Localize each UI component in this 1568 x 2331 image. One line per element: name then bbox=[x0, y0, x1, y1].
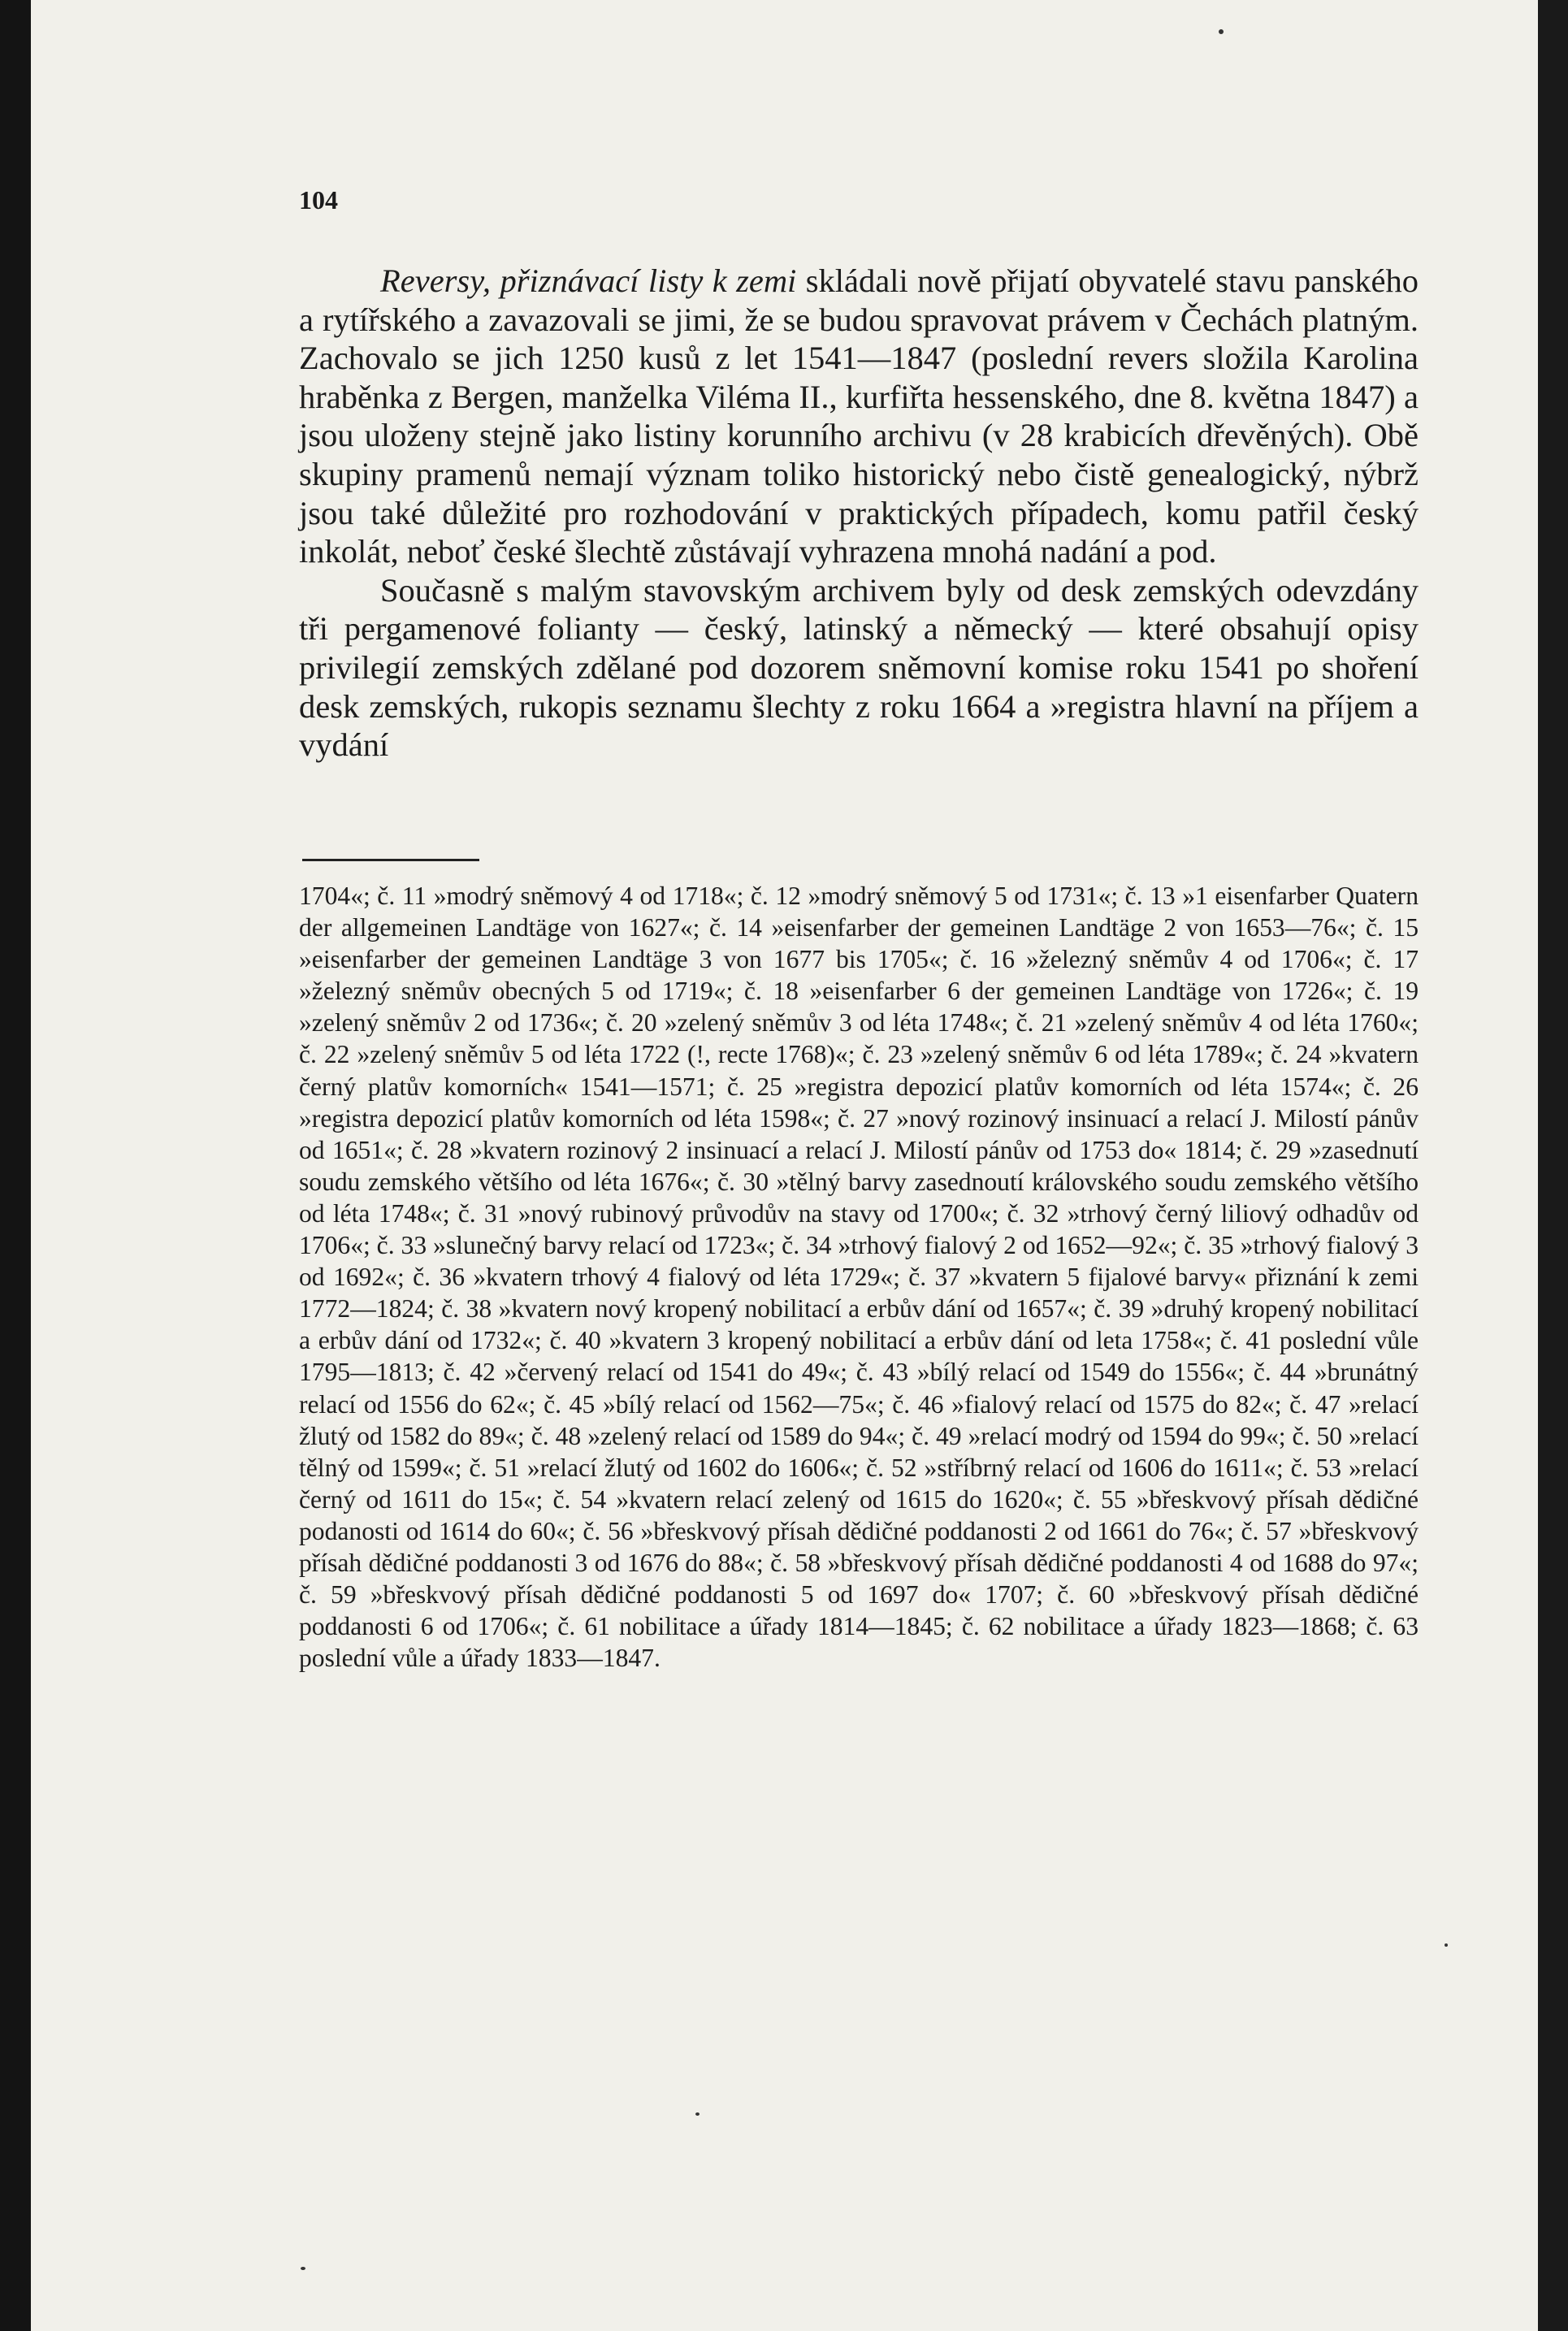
main-text bbox=[299, 262, 1419, 765]
footnote-text: 1704«; č. 11 »modrý sněmový 4 od 1718«; č. 12 »modrý sněmový 5 od 1731«; č. 13 »1 eisenfarber Quatern der allgemeinen Landtäge von 1627«; č. 14 »eisenfarber der gemeinen Landtäge 2 von 1653—76«; č. 15 »eisenfarber der gemeinen Landtäge 3 von 1677 bis 1705«; č. 16 »železný sněmův 4 od 1706«; č. 17 »železný sněmův obecných 5 od 1719«; č. 18 »eisenfarber 6 der gemeinen Landtäge von 1726«; č. 19 »zelený sněmův 2 od 1736«; č. 20 »zelený sněmův 3 od léta 1748«; č. 21 »zelený sněmův 4 od léta 1760«; č. 22 »zelený sněmův 5 od léta 1722 (!, recte 1768)«; č. 23 »zelený sněmův 6 od léta 1789«; č. 24 »kvatern černý platův komorních« 1541—1571; č. 25 »registra depozicí platův komorních od léta 1574«; č. 26 »registra depozicí platův komorních od léta 1598«; č. 27 »nový rozinový insinuací a relací J. Milostí pánův od 1651«; č. 28 »kvatern rozinový 2 insinuací a relací J. Milostí pánův od 1753 do« 1814; č. 29 »zasednutí soudu zemského většího od léta 1676«; č. 30 »tělný barvy zasednoutí královského soudu zemského většího od léta 1748«; č. 31 »nový rubinový průvodův na stavy od 1700«; č. 32 »trhový černý liliový odhadův od 1706«; č. 33 »slunečný barvy relací od 1723«; č. 34 »trhový fialový 2 od 1652—92«; č. 35 »trhový fialový 3 od 1692«; č. 36 »kvatern trhový 4 fialový od léta 1729«; č. 37 »kvatern 5 fijalové barvy« přiznání k zemi 1772—1824; č. 38 »kvatern nový kropený nobilitací a erbův dání od 1657«; č. 39 »druhý kropený nobilitací a erbův dání od 1732«; č. 40 »kvatern 3 kropený nobilitací a erbův dání od leta 1758«; č. 41 poslední vůle 1795—1813; č. 42 »červený relací od 1541 do 49«; č. 43 »bílý relací od 1549 do 1556«; č. 44 »brunátný relací od 1556 do 62«; č. 45 »bílý relací od 1562—75«; č. 46 »fialový relací od 1575 do 82«; č. 47 »relací žlutý od 1582 do 89«; č. 48 »zelený relací od 1589 do 94«; č. 49 »relací modrý od 1594 do 99«; č. 50 »relací tělný od 1599«; č. 51 »relací žlutý od 1602 do 1606«; č. 52 »stříbrný relací od 1606 do 1611«; č. 53 »relací černý od 1611 do 15«; č. 54 »kvatern relací zelený od 1615 do 1620«; č. 55 »břeskvový přísah dědičné podanosti od 1614 do 60«; č. 56 »břeskvový přísah dědičné poddanosti 2 od 1661 do 76«; č. 57 »břeskvový přísah dědičné poddanosti 3 od 1676 do 88«; č. 58 »břeskvový přísah dědičné poddanosti 4 od 1688 do 97«; č. 59 »břeskvový přísah dědičné poddanosti 5 od 1697 do« 1707; č. 60 »břeskvový přísah dědičné poddanosti 6 od 1706«; č. 61 nobilitace a úřady 1814—1845; č. 62 nobilitace a úřady 1823—1868; č. 63 poslední vůle a úřady 1833—1847. bbox=[299, 882, 1419, 1673]
scan-edge bbox=[1538, 0, 1568, 2331]
scan-speck bbox=[695, 2112, 700, 2116]
paragraph-soucasne: Současně s malým stavovským archivem byly od desk zemských odevzdány tři pergamenové folianty — český, latinský a německý — které obsahují opisy privilegií zemských zdělané pod dozorem sněmovní komise roku 1541 po shoření desk zemských, rukopis seznamu šlechty z roku 1664 a »registra hlavní na příjem a vydání bbox=[299, 571, 1419, 764]
italic-lead: Reversy, přiznávací listy k zemi bbox=[380, 262, 797, 299]
paragraph-reversy bbox=[299, 262, 1419, 571]
scan-speck bbox=[1219, 29, 1224, 34]
footnote-rule bbox=[302, 859, 479, 861]
scan-speck bbox=[1445, 1943, 1448, 1947]
page-number: 104 bbox=[299, 185, 338, 214]
paragraph-reversy-text: skládali nově přijatí obyvatelé stavu panského a rytířského a zavazovali se jimi, že se budou spravovat právem v Čechách platným. Zachovalo se jich 1250 kusů z let 1541—1847 (poslední revers složila Karolina hraběnka z Bergen, manželka Viléma II., kurfiřta hessenského, dne 8. května 1847) a jsou uloženy stejně jako listiny korunního archivu (v 28 krabicích dřevěných). Obě skupiny pramenů nemají význam toliko historický nebo čistě genealogický, nýbrž jsou také důležité pro rozhodování v praktických případech, komu patřil český inkolát, neboť české šlechtě zůstávají vyhrazena mnohá nadání a pod. bbox=[299, 262, 1419, 570]
scan-speck bbox=[301, 2267, 305, 2270]
